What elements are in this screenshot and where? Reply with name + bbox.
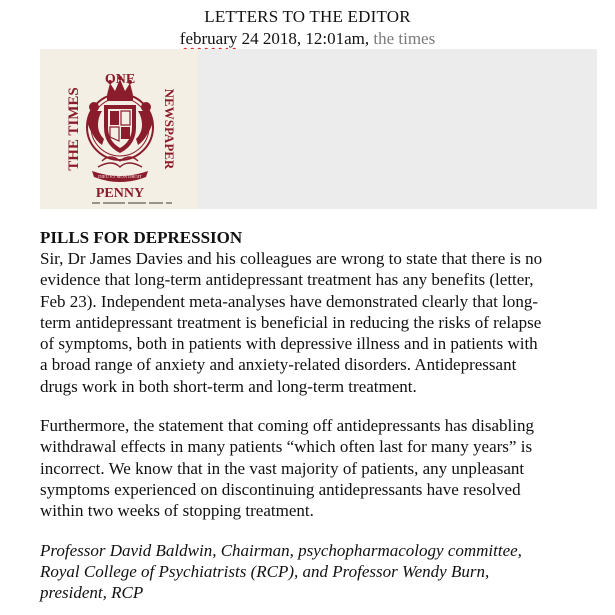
paragraph-line: a broad range of anxiety and anxiety-related disorders. Antidepressant — [40, 355, 517, 375]
date-time: 24 2018, 12:01am, — [237, 29, 374, 48]
letter-heading: PILLS FOR DEPRESSION — [40, 228, 243, 247]
letter-signature — [40, 540, 600, 604]
image-caption-remnant — [92, 202, 192, 208]
article-dateline — [0, 28, 615, 50]
paragraph-line: Feb 23). Independent meta-analyses have demonstrated clearly that long- — [40, 291, 539, 311]
paragraph-line: drugs work in both short-term and long-term treatment. — [40, 376, 417, 396]
signature-line: president, RCP — [40, 583, 144, 603]
motto-text: DIEU ET MON DROIT — [98, 174, 142, 179]
logo-text-one: ONE — [104, 72, 136, 87]
paragraph-line: of symptoms, both in patients with depressive illness and in patients with — [40, 334, 538, 354]
paragraph-line: incorrect. We know that in the vast majority of patients, any unpleasant — [40, 458, 525, 478]
paragraph-line: term antidepressant treatment is beneficial in reducing the risks of relapse — [40, 312, 542, 332]
signature-line: Professor David Baldwin, Chairman, psychopharmacology committee, — [40, 540, 522, 560]
page-header — [0, 6, 615, 50]
paragraph-line: evidence that long-term antidepressant treatment has any benefits (letter, — [40, 270, 534, 290]
logo-text-the-times: THE TIMES — [66, 87, 82, 171]
article-image — [40, 49, 597, 209]
letter-paragraph-2 — [40, 415, 600, 521]
paragraph-line: Sir, Dr James Davies and his colleagues are wrong to state that there is no — [40, 249, 543, 268]
times-crest-icon — [40, 49, 198, 209]
times-seal-logo — [40, 49, 198, 209]
logo-text-newspaper: NEWSPAPER — [162, 88, 177, 170]
paragraph-line: Furthermore, the statement that coming off antidepressants has disabling — [40, 416, 534, 436]
paragraph-line: symptoms experienced on discontinuing antidepressants have resolved — [40, 479, 521, 499]
paragraph-line: within two weeks of stopping treatment. — [40, 501, 314, 521]
letter-paragraph-1 — [40, 248, 600, 397]
publication-source: the times — [373, 29, 436, 48]
signature-line: Royal College of Psychiatrists (RCP), and Professor Wendy Burn, — [40, 561, 490, 581]
paragraph-line: withdrawal effects in many patients “which often last for many years” is — [40, 437, 533, 457]
logo-text-penny: PENNY — [95, 186, 145, 201]
section-title: LETTERS TO THE EDITOR — [204, 7, 411, 26]
date-month: february — [179, 29, 238, 48]
letter-body — [40, 227, 600, 603]
